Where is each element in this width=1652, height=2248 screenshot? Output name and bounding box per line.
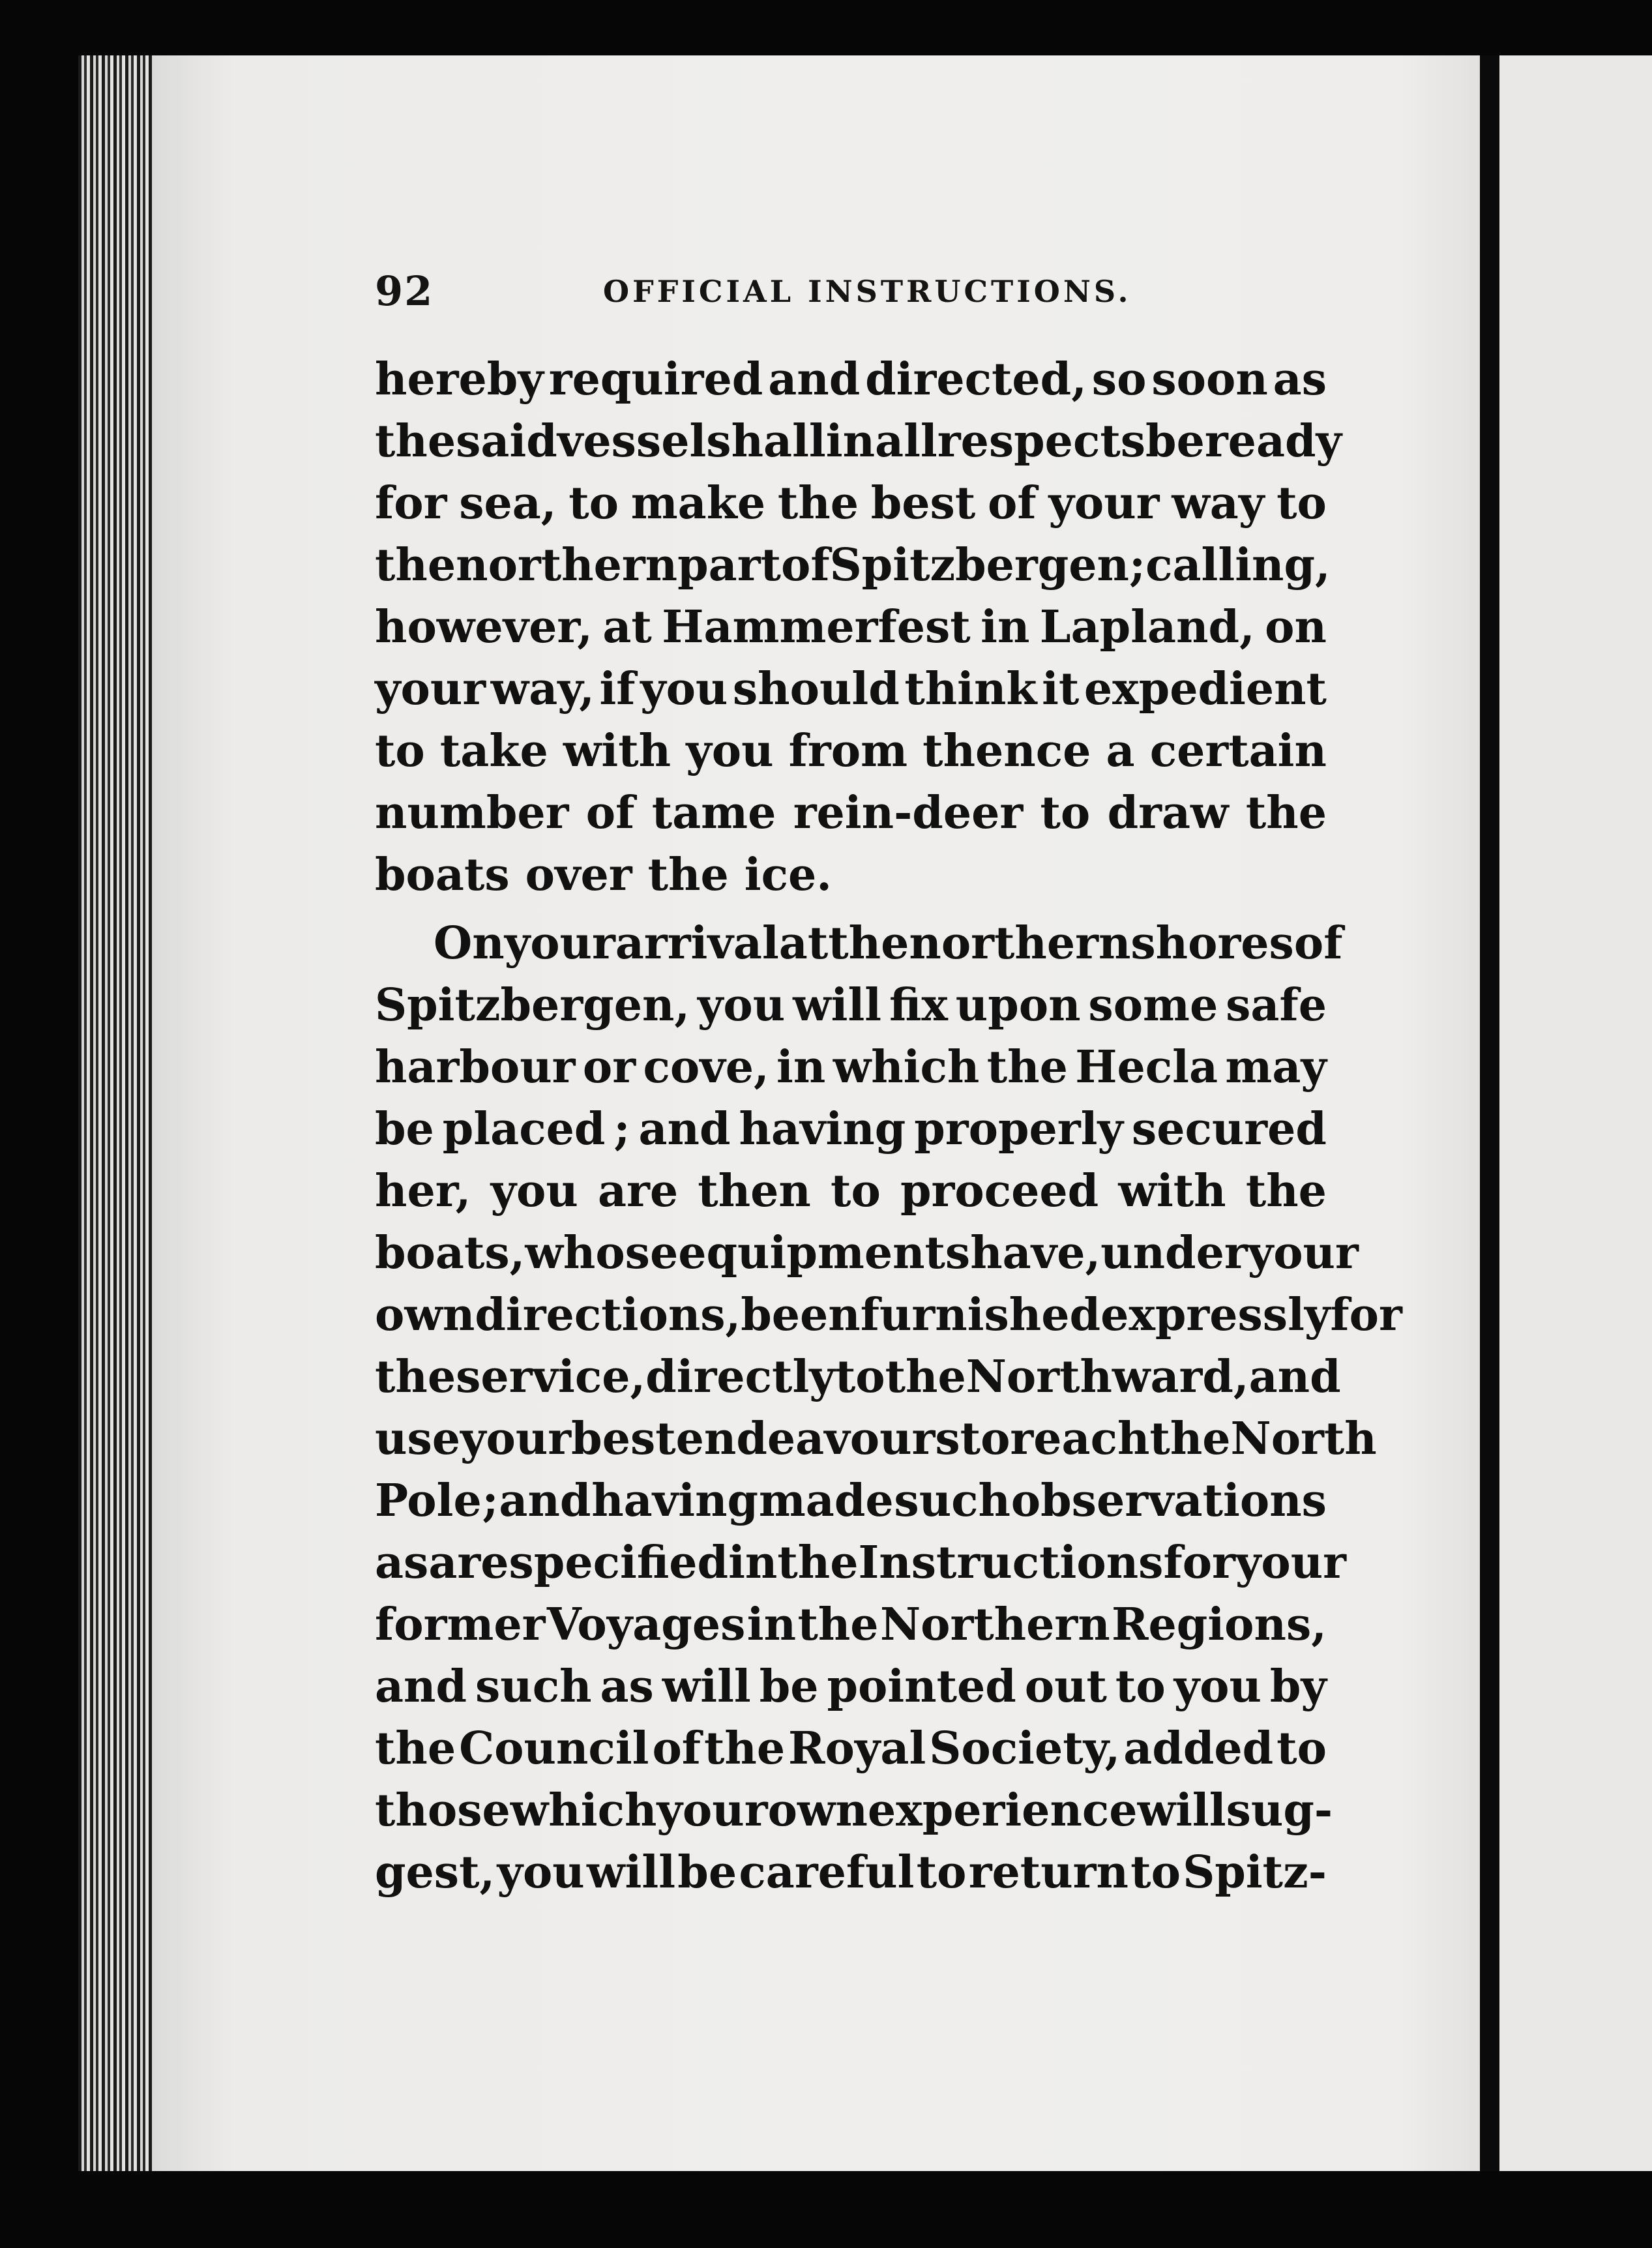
- text-line: as are specified in the Instructions for your: [375, 1537, 1347, 1589]
- text-line: Spitzbergen, you will fix upon some safe: [375, 979, 1327, 1031]
- text-line: former Voyages in the Northern Regions,: [375, 1599, 1327, 1651]
- text-line: her, you are then to proceed with the: [375, 1165, 1327, 1217]
- running-head: [375, 267, 1327, 319]
- text-line: hereby required and directed, so soon as: [375, 353, 1327, 406]
- book-spine: [1480, 55, 1499, 2171]
- text-line: harbour or cove, in which the Hecla may: [375, 1041, 1327, 1093]
- text-line: your way, if you should think it expedient: [375, 663, 1327, 715]
- facing-page-edge: [1499, 55, 1652, 2171]
- text-line: On your arrival at the northern shores of: [434, 917, 1343, 969]
- text-line: however, at Hammerfest in Lapland, on: [375, 601, 1327, 653]
- text-line: be placed ; and having properly secured: [375, 1103, 1327, 1155]
- text-line: boats over the ice.: [375, 849, 832, 901]
- body-text: [375, 349, 1402, 1904]
- text-line: for sea, to make the best of your way to: [375, 477, 1327, 529]
- text-line: use your best endeavours to reach the North: [375, 1413, 1377, 1465]
- text-line: number of tame rein-deer to draw the: [375, 787, 1327, 839]
- text-line: the service, directly to the Northward, and: [375, 1351, 1341, 1403]
- text-line: own directions, been furnished expressly for: [375, 1289, 1402, 1341]
- text-line: the said vessel shall in all respects be ready: [375, 415, 1342, 467]
- paragraph-gap: [375, 906, 1327, 913]
- text-line: to take with you from thence a certain: [375, 725, 1327, 777]
- text-line: Pole ; and having made such observations: [375, 1475, 1327, 1527]
- text-line: the Council of the Royal Society, added to: [375, 1723, 1327, 1775]
- text-line: boats, whose equipments have, under your: [375, 1227, 1359, 1279]
- text-line: those which your own experience will sug-: [375, 1784, 1333, 1837]
- text-line: the northern part of Spitzbergen ; calling,: [375, 539, 1331, 591]
- text-line: and such as will be pointed out to you by: [375, 1661, 1327, 1713]
- text-line: gest, you will be careful to return to Spitz-: [375, 1846, 1327, 1899]
- page-gutter: [78, 55, 153, 2171]
- page-number: 92: [375, 267, 434, 315]
- running-title: OFFICIAL INSTRUCTIONS.: [603, 274, 1132, 309]
